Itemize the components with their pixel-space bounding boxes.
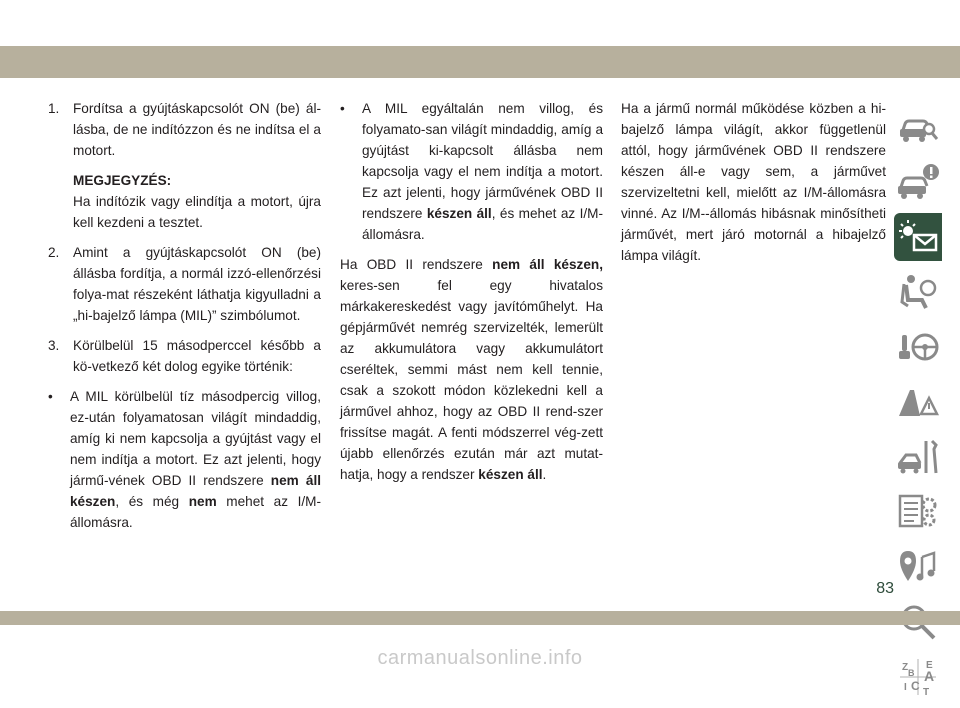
alphabet-letter: Z — [902, 662, 909, 673]
step-text: Fordítsa a gyújtáskapcsolót ON (be) ál-lásba, de ne indítózzon és ne indítsa el a motort. — [73, 101, 321, 158]
multimedia-icon — [896, 547, 940, 587]
tab-emergency[interactable] — [894, 378, 942, 426]
bullet-marker: • — [340, 101, 345, 116]
watermark: carmanualsonline.info — [377, 647, 583, 669]
header-band — [0, 46, 960, 78]
bullet-item-steady — [340, 98, 603, 245]
tab-servicing[interactable] — [894, 433, 942, 481]
note-title: MEGJEGYZÉS: — [73, 173, 172, 188]
service-tools-icon — [896, 437, 940, 477]
alphabet-letter: B — [908, 668, 915, 678]
warning-light-message-icon — [896, 217, 940, 257]
starting-driving-icon — [896, 327, 940, 367]
car-search-icon — [896, 107, 940, 147]
footer-band — [0, 611, 960, 625]
step-1 — [48, 98, 321, 161]
tab-getting-to-know[interactable] — [894, 158, 942, 206]
text-column-left — [48, 98, 321, 542]
step-3 — [48, 335, 321, 377]
bullet-text: A MIL körülbelül tíz másodpercig villog, ez-után folyamatosan világít mindaddig, amíg ki nem kapcsolja a gyújtást vagy el nem indítja a motort. Ez azt jelenti, hogy jármű-vének OBD II rendszere nem áll készen, és még nem mehet az I/M-állomásra. — [70, 389, 321, 530]
bullet-item-flashing — [48, 386, 321, 533]
tab-safety[interactable] — [894, 268, 942, 316]
roadside-hazard-icon — [896, 382, 940, 422]
step-number: 1. — [48, 101, 60, 116]
alphabet-letter: T — [923, 687, 930, 697]
paragraph-mil-on: Ha a jármű normál működése közben a hi-bajelző lámpa világít, akkor függetlenül attól, hogy járművének OBD II rendszere készen áll-e vagy sem, a járművet szervizeltetni kell, mielőtt az I/M-állomásra vinné. Az I/M--állomás hibásnak minősítheti járművét, mert járó motornál a hibajelző lámpa világít. — [621, 101, 886, 263]
page-number: 83 — [876, 580, 894, 597]
step-number: 3. — [48, 338, 60, 353]
text-column-right — [621, 98, 886, 275]
specifications-icon — [896, 492, 940, 532]
step-2 — [48, 242, 321, 326]
alphabet-letter: C — [911, 679, 920, 693]
tab-specifications[interactable] — [894, 488, 942, 536]
note-block — [73, 170, 321, 233]
car-info-icon — [896, 162, 940, 202]
step-number: 2. — [48, 245, 60, 260]
alphabet-letter: E — [926, 660, 933, 671]
bullet-text: A MIL egyáltalán nem villog, és folyamato-san világít mindaddig, amíg a gyújtást ki-kapcsolt állásba nem kapcsolja vagy el nem indítja a motort. Ez azt jelenti, hogy járművének OBD II rendszere készen áll, és mehet az I/M-állomásra. — [362, 101, 603, 242]
text-column-middle — [340, 98, 603, 494]
tab-instrument-panel[interactable] — [894, 213, 942, 261]
step-text: Amint a gyújtáskapcsolót ON (be) állásba fordítja, a normál izzó-ellenőrzési folya-mat részeként láthatja kigyulladni a „hi-bajelző lámpa (MIL)” szimbólumot. — [73, 245, 321, 323]
paragraph-not-ready: Ha OBD II rendszere nem áll készen, keres-sen fel egy hivatalos márkakereskedést vagy javítóműhelyt. Ha gépjárművét nemrég szervizelték, lemerült az akkumulátora vagy akkumulátort cseréltek, semmi mást nem kell tennie, csak a szokott módon közlekedni kell a járművel ahhoz, hogy az OBD II rend-szer frissítse magát. A fenti módszerrel vég-zett újabb ellenőrzés ezután már azt mutat-hatja, hogy a rendszer készen áll. — [340, 257, 603, 482]
alphabet-letter: I — [904, 682, 907, 693]
step-text: Körülbelül 15 másodperccel később a kö-vetkező két dolog egyike történik: — [73, 338, 321, 374]
tab-multimedia[interactable] — [894, 543, 942, 591]
bullet-marker: • — [48, 389, 53, 404]
alphabet-letter: A — [924, 668, 935, 684]
note-text: Ha indítózik vagy elindítja a motort, újra kell kezdeni a tesztet. — [73, 194, 321, 230]
tab-starting-operating[interactable] — [894, 323, 942, 371]
seat-airbag-icon — [896, 272, 940, 312]
tab-graphical-index[interactable] — [894, 103, 942, 151]
